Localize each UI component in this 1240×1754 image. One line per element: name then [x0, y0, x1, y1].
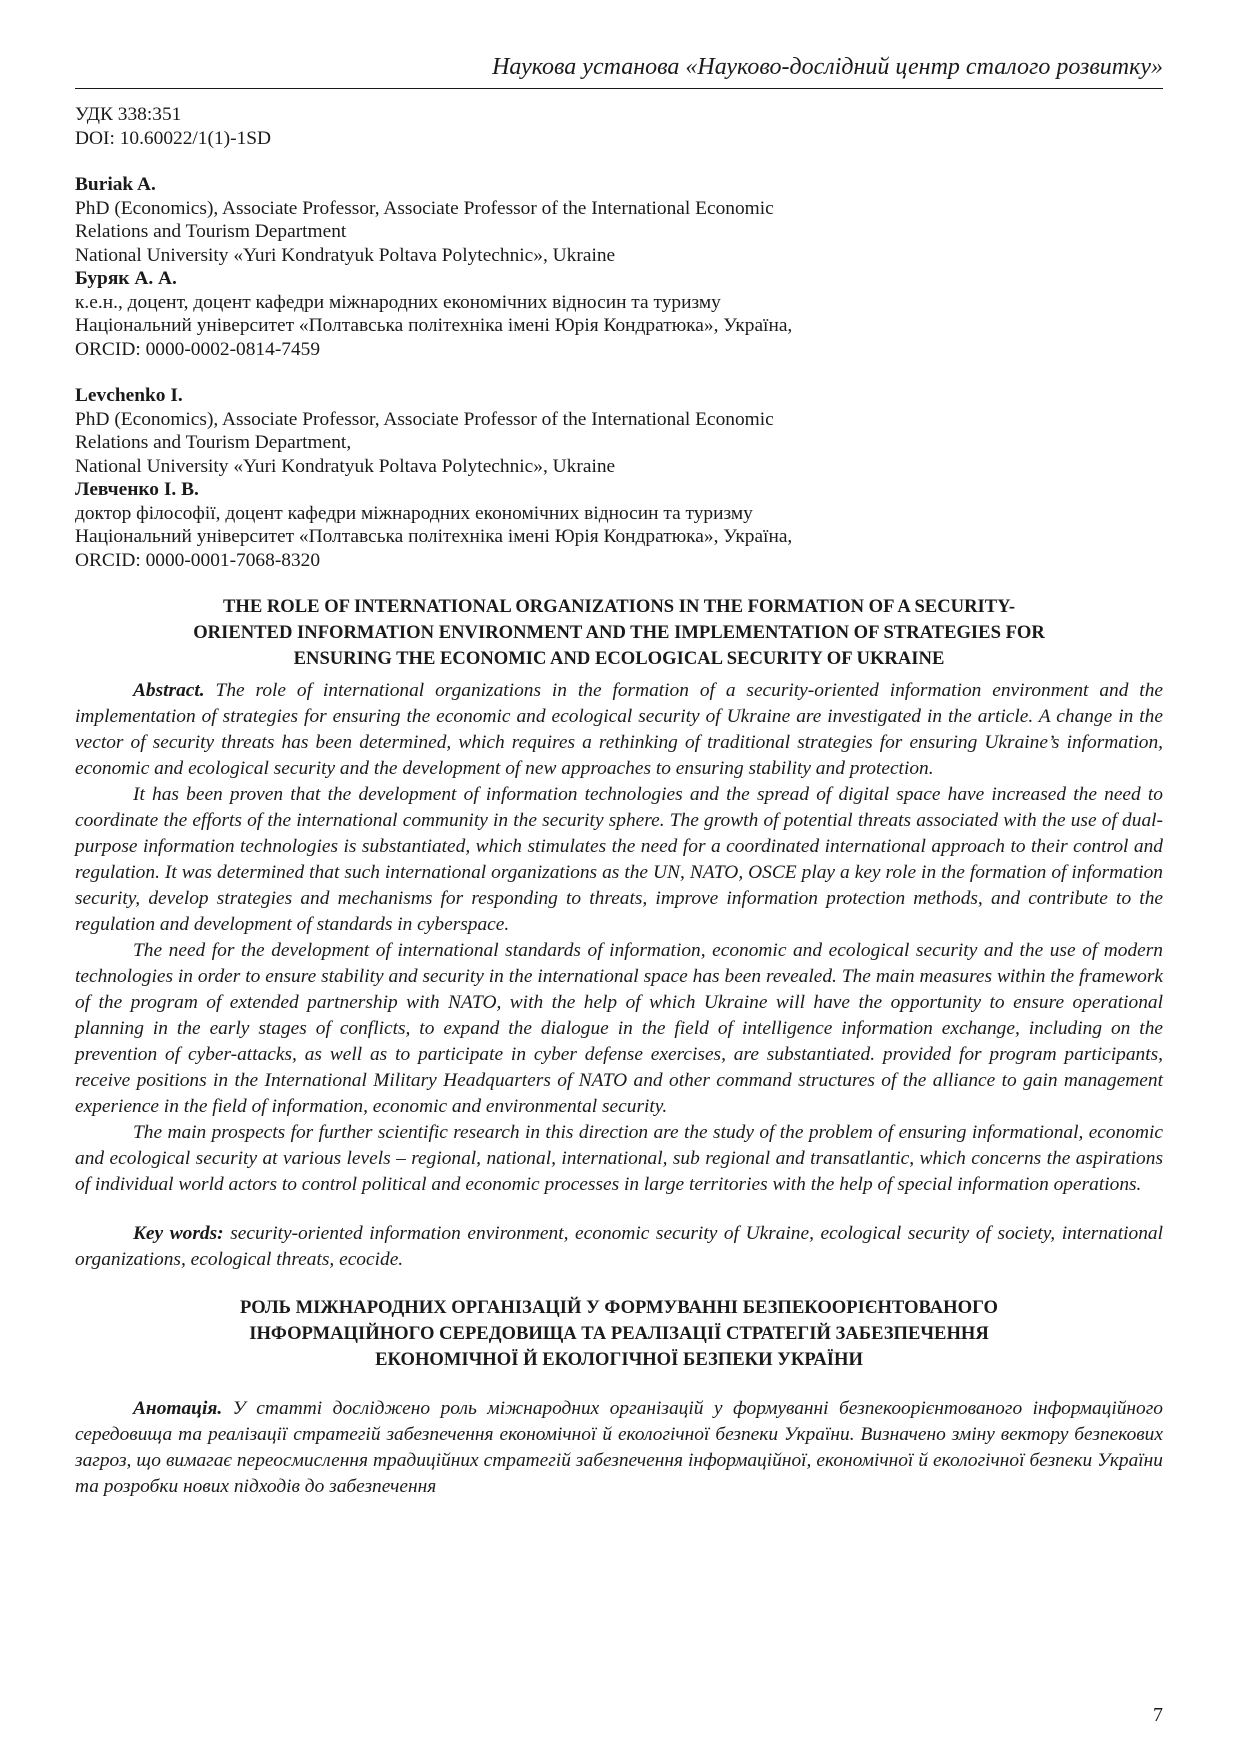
author-name-en: Buriak A. [75, 174, 156, 195]
author-name-ua: Левченко І. В. [75, 479, 199, 500]
author-orcid: ORCID: 0000-0001-7068-8320 [75, 549, 321, 571]
keywords-label: Key words: [133, 1223, 224, 1244]
abstract-en [75, 678, 1163, 1198]
title-line: ORIENTED INFORMATION ENVIRONMENT AND THE IMPLEMENTATION OF STRATEGIES FOR [193, 622, 1045, 643]
abstract-paragraph: The need for the development of international standards of information, economic and ecological security and the use of modern technologies in order to ensure stability and security in the international space has been revealed. The main measures within the framework of the program of extended partnership with NATO, with the help of which Ukraine will have the opportunity to ensure operational planning in the early stages of conflicts, to expand the dialogue in the field of intelligence information exchange, including on the prevention of cyber-attacks, as well as to participate in cyber defense exercises, are substantiated. provided for program participants, receive positions in the International Military Headquarters of NATO and other command structures of the alliance to gain management experience in the field of information, economic and environmental security. [75, 940, 1163, 1117]
author-name-ua: Буряк А. А. [75, 268, 177, 289]
abstract-label: Анотація. [133, 1398, 223, 1419]
article-title-ua [75, 1295, 1163, 1373]
author-block-2 [75, 384, 1163, 572]
author-title-en-cont: Relations and Tourism Department [75, 221, 347, 242]
author-block-1 [75, 173, 1163, 361]
title-line: THE ROLE OF INTERNATIONAL ORGANIZATIONS IN THE FORMATION OF A SECURITY- [222, 596, 1016, 617]
title-line: ENSURING THE ECONOMIC AND ECOLOGICAL SECURITY OF UKRAINE [293, 648, 945, 669]
abstract-paragraph: It has been proven that the development of information technologies and the spread of digital space have increased the need to coordinate the efforts of the international community in the security sphere. The growth of potential threats associated with the use of dual-purpose information technologies is substantiated, which stimulates the need for a coordinated international approach to their control and regulation. It was determined that such international organizations as the UN, NATO, OSCE play a key role in the formation of information security, develop strategies and mechanisms for responding to threats, improve information protection methods, and contribute to the regulation and development of standards in cyberspace. [75, 784, 1163, 935]
title-line: РОЛЬ МІЖНАРОДНИХ ОРГАНІЗАЦІЙ У ФОРМУВАННІ БЕЗПЕКООРІЄНТОВАНОГО [240, 1297, 998, 1318]
doi: DOI: 10.60022/1(1)-1SD [75, 127, 272, 149]
author-name-en: Levchenko I. [75, 385, 183, 406]
article-title-en [75, 594, 1163, 672]
author-title-ua: доктор філософії, доцент кафедри міжнародних економічних відносин та туризму [75, 502, 753, 524]
udc-code: УДК 338:351 [75, 104, 182, 125]
header-rule [75, 88, 1163, 89]
page-number: 7 [1153, 1704, 1163, 1726]
author-title-en: PhD (Economics), Associate Professor, Associate Professor of the International Economic [75, 197, 774, 219]
title-line: ЕКОНОМІЧНОЇ Й ЕКОЛОГІЧНОЇ БЕЗПЕКИ УКРАЇНИ [375, 1349, 863, 1370]
keywords-en: Key words: security-oriented information environment, economic security of Ukraine, ecological security of society, international organizations, ecological threats, ecocide. [75, 1223, 1163, 1270]
author-affiliation-ua: Національний університет «Полтавська політехніка імені Юрія Кондратюка», Україна, [75, 526, 793, 547]
abstract-ua [75, 1396, 1163, 1500]
author-title-en-cont: Relations and Tourism Department, [75, 432, 352, 453]
author-title-ua: к.е.н., доцент, доцент кафедри міжнародних економічних відносин та туризму [75, 291, 721, 313]
author-affiliation-en: National University «Yuri Kondratyuk Poltava Polytechnic», Ukraine [75, 244, 616, 266]
author-affiliation-ua: Національний університет «Полтавська політехніка імені Юрія Кондратюка», Україна, [75, 315, 793, 336]
author-orcid: ORCID: 0000-0002-0814-7459 [75, 338, 321, 360]
running-head: Наукова установа «Науково-дослідний центр сталого розвитку» [492, 54, 1163, 80]
abstract-paragraph: The main prospects for further scientific research in this direction are the study of the problem of ensuring informational, economic and ecological security at various levels – regional, national, international, sub regional and transatlantic, which concerns the aspirations of individual world actors to control political and economic processes in large territories with the help of special information operations. [75, 1122, 1163, 1195]
author-affiliation-en: National University «Yuri Kondratyuk Poltava Polytechnic», Ukraine [75, 455, 616, 477]
author-title-en: PhD (Economics), Associate Professor, Associate Professor of the International Economic [75, 408, 774, 430]
abstract-label: Abstract. [133, 680, 205, 701]
abstract-paragraph: Abstract. The role of international organizations in the formation of a security-oriented information environment and the implementation of strategies for ensuring the economic and ecological security of Ukraine are investigated in the article. A change in the vector of security threats has been determined, which requires a rethinking of traditional strategies for ensuring Ukraine’s information, economic and ecological security and the development of new approaches to ensuring stability and protection. [75, 680, 1163, 779]
title-line: ІНФОРМАЦІЙНОГО СЕРЕДОВИЩА ТА РЕАЛІЗАЦІЇ СТРАТЕГІЙ ЗАБЕЗПЕЧЕННЯ [249, 1323, 989, 1344]
page-content [75, 103, 1163, 1500]
abstract-paragraph: Анотація. У статті досліджено роль міжнародних організацій у формуванні безпекоорієнтованого інформаційного середовища та реалізації стратегій забезпечення економічної й екологічної безпеки України. Визначено зміну вектору безпекових загроз, що вимагає переосмислення традиційних стратегій забезпечення інформаційної, економічної й екологічної безпеки України та розробки нових підходів до забезпечення [75, 1398, 1163, 1497]
